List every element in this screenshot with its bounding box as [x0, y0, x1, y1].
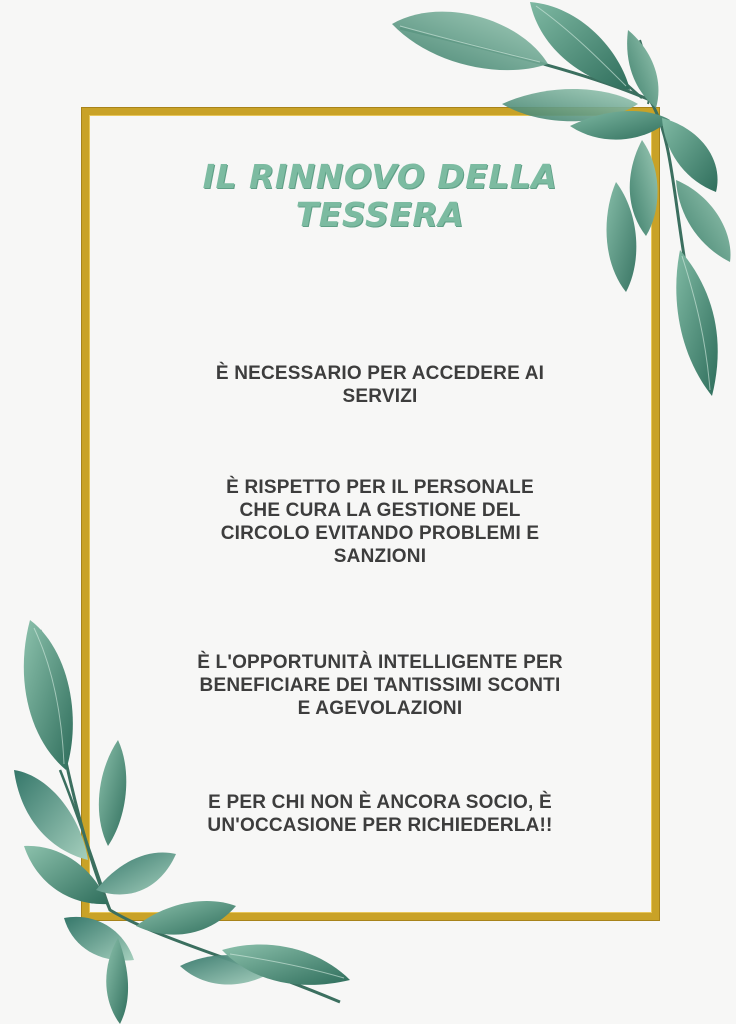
- paragraph-access-services: [175, 362, 585, 408]
- leaf: [99, 740, 126, 846]
- paragraph-respect-staff: [175, 476, 585, 568]
- paragraph-new-members: [175, 791, 585, 837]
- page-title: [150, 158, 610, 234]
- paragraph-line: UN'OCCASIONE PER RICHIEDERLA!!: [207, 815, 553, 836]
- leaf: [662, 118, 718, 192]
- leaf: [530, 2, 630, 90]
- leaf: [392, 12, 548, 71]
- paragraph-line: È NECESSARIO PER ACCEDERE AI: [215, 363, 545, 384]
- paragraph-line: SANZIONI: [333, 546, 427, 567]
- leaf: [136, 901, 236, 935]
- paragraph-discounts: [175, 651, 585, 720]
- title-line-1: IL RINNOVO DELLA: [202, 157, 558, 196]
- paragraph-line: È L'OPPORTUNITÀ INTELLIGENTE PER: [197, 652, 563, 673]
- title-line-2: TESSERA: [295, 195, 465, 234]
- paragraph-line: CHE CURA LA GESTIONE DEL: [239, 500, 521, 521]
- leaf: [96, 853, 176, 895]
- leaf: [630, 140, 658, 236]
- paragraph-line: È RISPETTO PER IL PERSONALE: [226, 477, 534, 498]
- paragraph-line: E AGEVOLAZIONI: [297, 698, 463, 719]
- leaf: [24, 620, 73, 770]
- paragraph-line: SERVIZI: [342, 386, 418, 407]
- leaf: [64, 917, 134, 961]
- paragraph-line: BENEFICIARE DEI TANTISSIMI SCONTI: [199, 675, 561, 696]
- leaf: [676, 250, 717, 396]
- paragraph-line: CIRCOLO EVITANDO PROBLEMI E: [220, 523, 540, 544]
- paragraph-line: E PER CHI NON È ANCORA SOCIO, È: [208, 792, 552, 813]
